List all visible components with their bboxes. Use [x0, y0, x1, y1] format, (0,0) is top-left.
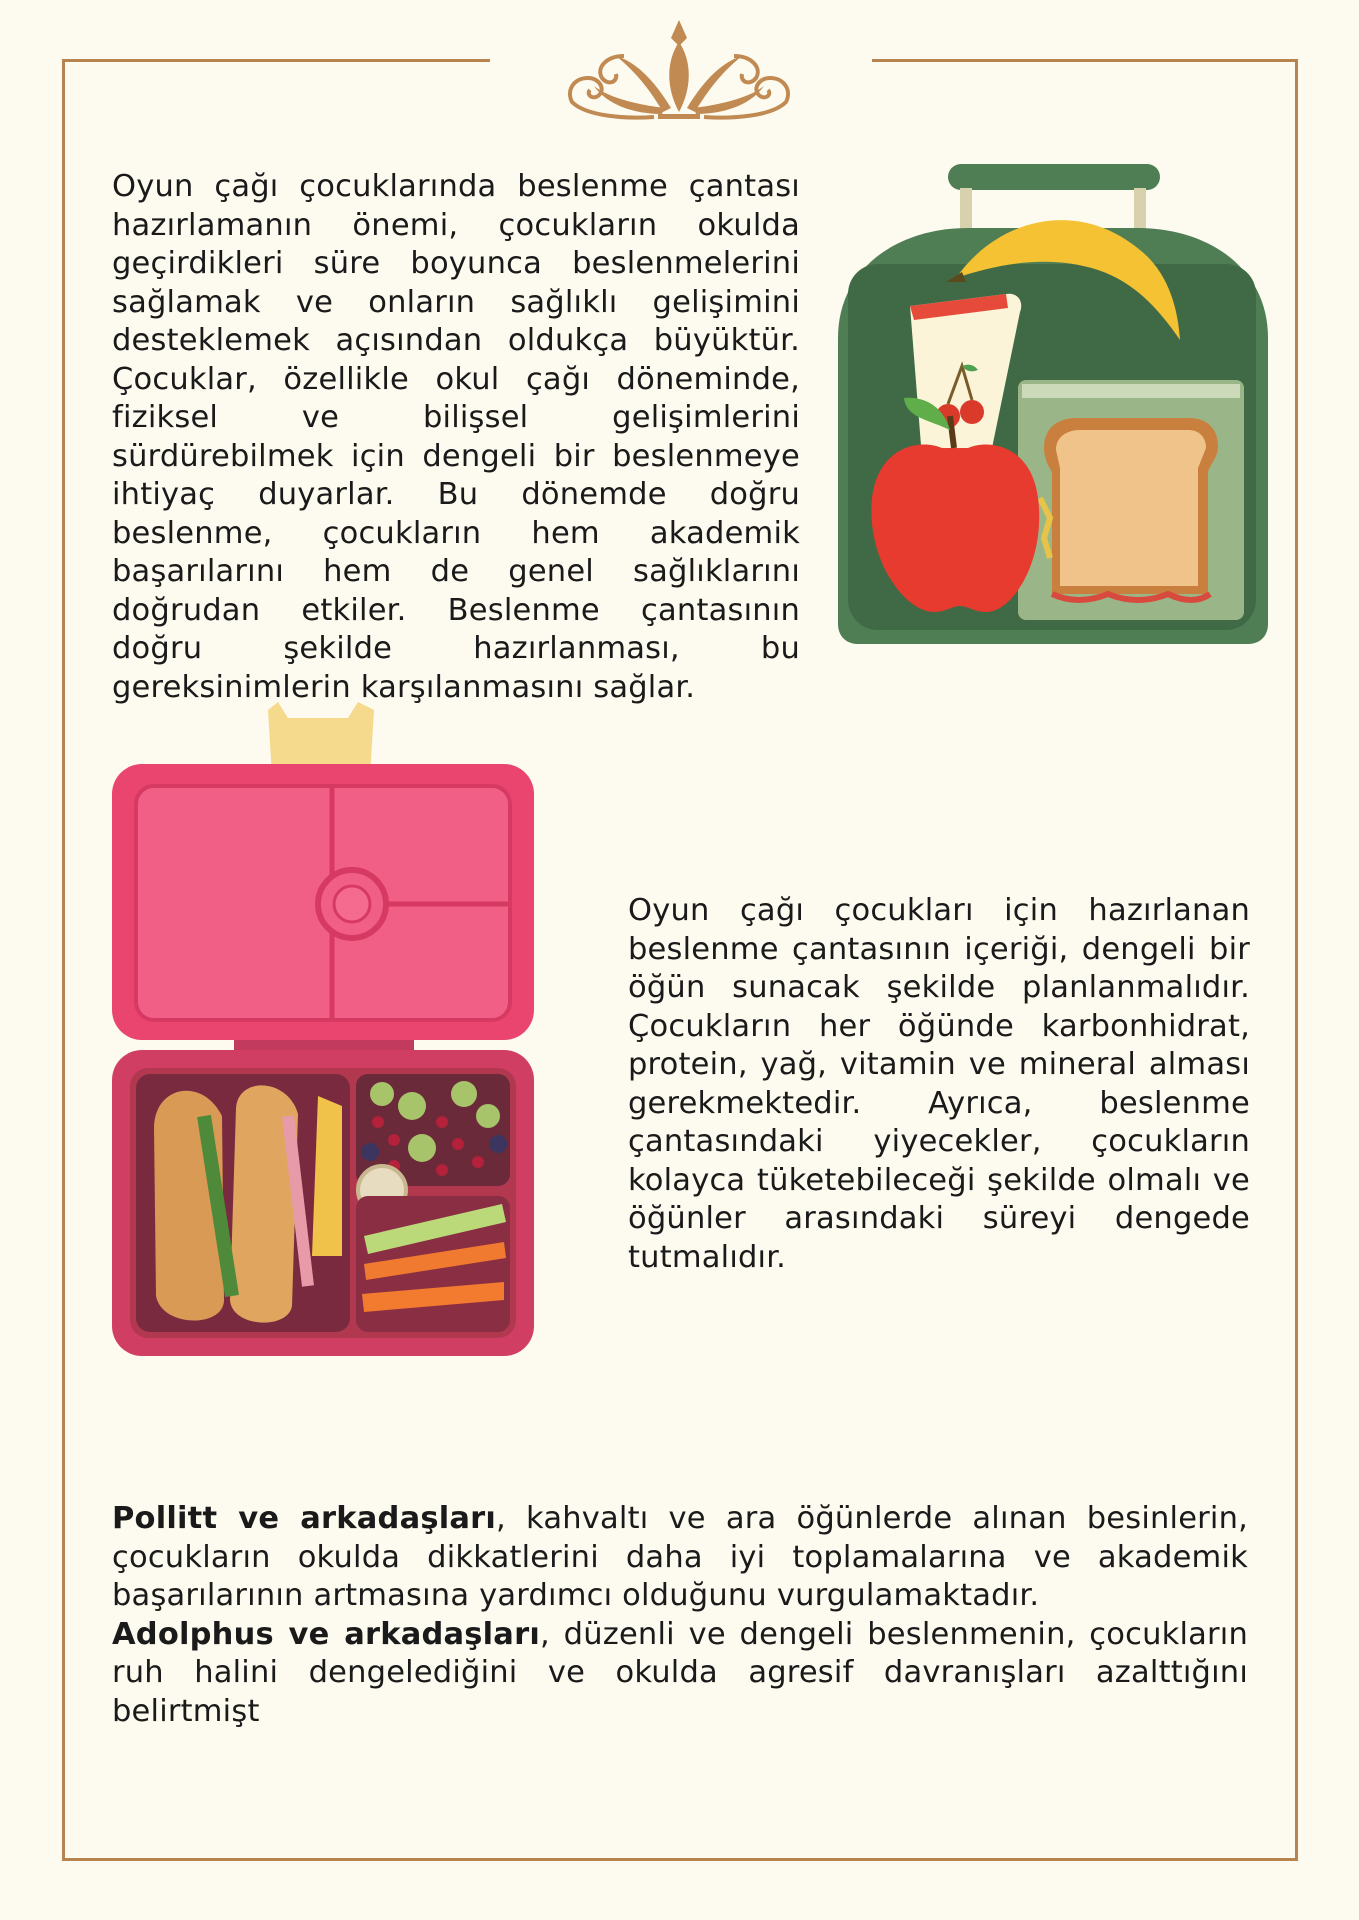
research-text-1: , kahvaltı ve ara öğünlerde alınan besinlerin, çocukların okulda dikkatlerini daha iyi toplamalarına ve akademik başarılarının artmasına yardımcı olduğunu vurgulamaktadır.	[112, 1501, 1249, 1613]
research-paragraph	[112, 1500, 1248, 1731]
ornament-icon	[564, 16, 794, 126]
frame-top-right	[872, 59, 1298, 62]
content-paragraph: Oyun çağı çocukları için hazırlanan beslenme çantasının içeriği, dengeli bir öğün sunacak şekilde planlanmalıdır. Çocukların her öğünde karbonhidrat, protein, yağ, vitamin ve mineral alması gerekmektedir. Ayrıca, beslenme çantasındaki yiyecekler, çocukların kolayca tüketebileceği şekilde olmalı ve öğünler arasındaki süreyi dengede tutmalıdır.	[628, 893, 1250, 1275]
frame-bottom	[62, 1858, 1298, 1861]
author-pollitt: Pollitt ve arkadaşları	[112, 1501, 497, 1536]
frame-left	[62, 59, 65, 1861]
lunch-bag-illustration	[838, 158, 1268, 644]
author-adolphus: Adolphus ve arkadaşları	[112, 1616, 540, 1652]
research-text-2: , düzenli ve dengeli beslenmenin, çocukların ruh halini dengelediğini ve okulda agresif davranışları azalttığını belirtmişt	[112, 1616, 1248, 1729]
frame-right	[1295, 59, 1298, 1861]
bento-lunchbox-photo	[112, 696, 534, 1362]
intro-paragraph: Oyun çağı çocuklarında beslenme çantası hazırlamanın önemi, çocukların okulda geçirdikleri süre boyunca beslenmelerini sağlamak ve onların sağlıklı gelişimini desteklemek açısından oldukça büyüktür. Çocuklar, özellikle okul çağı döneminde, fiziksel ve bilişsel gelişimlerini sürdürebilmek için dengeli bir beslenmeye ihtiyaç duyarlar. Bu dönemde doğru beslenme, çocukların hem akademik başarılarını hem de genel sağlıklarını doğrudan etkiler. Beslenme çantasının doğru şekilde hazırlanması, bu gereksinimlerin karşılanmasını sağlar.	[112, 169, 800, 705]
frame-top-left	[62, 59, 490, 62]
